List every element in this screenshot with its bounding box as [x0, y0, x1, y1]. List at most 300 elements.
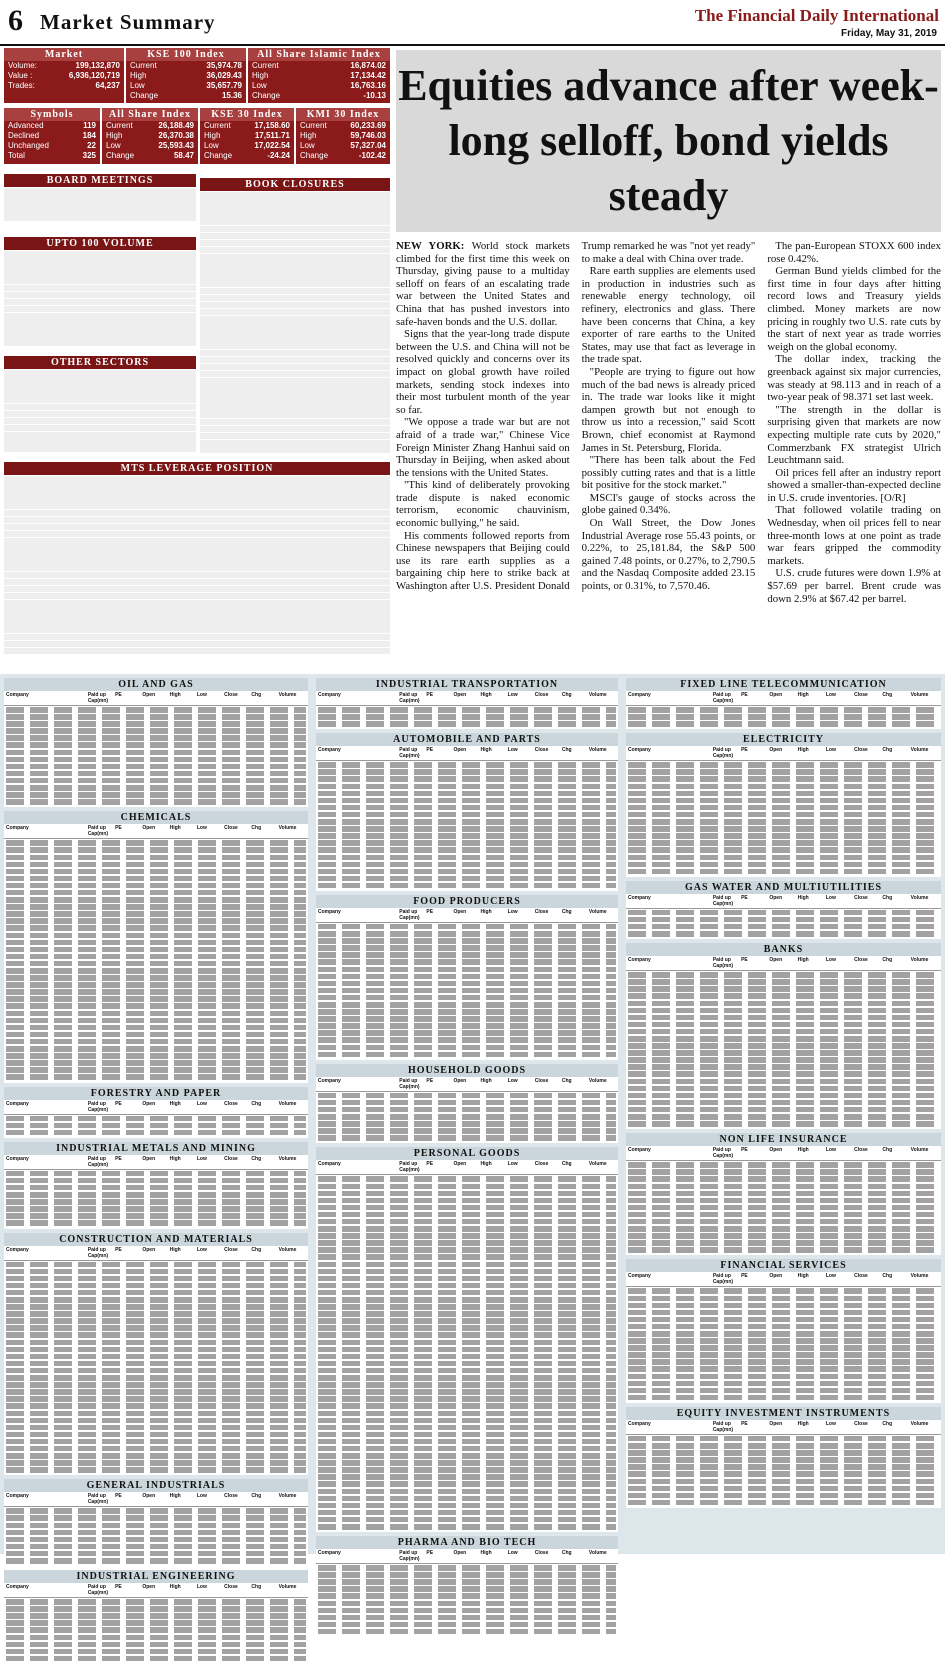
- market-stat-row: Low 57,327.04: [300, 141, 386, 150]
- table-row: [6, 1635, 306, 1641]
- table-row: [318, 1135, 616, 1141]
- table-row: [628, 1093, 939, 1099]
- table-row: [4, 551, 390, 557]
- table-row: [4, 579, 390, 585]
- article-paragraph: That followed volatile trading on Wednesday, when oil prices fell to near three-month lows at one point as trade war fears gripped the commodity markets.: [767, 504, 941, 567]
- table-row: [6, 1403, 306, 1409]
- table-row: [628, 1374, 939, 1380]
- book-closures-table: [200, 178, 390, 504]
- table-row: [200, 198, 390, 204]
- table-row: [4, 340, 196, 346]
- table-row: [628, 1022, 939, 1028]
- table-row: [200, 329, 390, 335]
- table-row: [200, 433, 390, 439]
- table-row: [4, 251, 196, 257]
- sector-table: [4, 1142, 308, 1229]
- column-header: Company Paid up Cap(mn) PE Open High Low Close Chg Volume: [626, 894, 941, 909]
- table-row: [6, 1074, 306, 1080]
- kmi30-box: [296, 108, 390, 164]
- table-row: [628, 1457, 939, 1463]
- table-row: [6, 742, 306, 748]
- table-row: [628, 931, 939, 937]
- book-closures-title: BOOK CLOSURES: [200, 178, 390, 191]
- table-row: [628, 993, 939, 999]
- table-row: [200, 384, 390, 390]
- table-row: [6, 940, 306, 946]
- table-row: [318, 791, 616, 797]
- table-row: [200, 240, 390, 246]
- table-row: [628, 917, 939, 923]
- table-row: [6, 1425, 306, 1431]
- table-row: [628, 812, 939, 818]
- table-row: [4, 404, 196, 410]
- table-row: [628, 1471, 939, 1477]
- table-row: [4, 425, 196, 431]
- table-row: [200, 295, 390, 301]
- table-row: [628, 847, 939, 853]
- table-row: [6, 1269, 306, 1275]
- table-row: [318, 707, 616, 713]
- table-row: [6, 1446, 306, 1452]
- table-row: [318, 1023, 616, 1029]
- table-row: [318, 1368, 616, 1374]
- table-row: [318, 1304, 616, 1310]
- table-row: [6, 1460, 306, 1466]
- table-row: [6, 1544, 306, 1550]
- headline: Equities advance after week-long selloff, bond yields steady: [398, 61, 939, 220]
- table-row: [318, 833, 616, 839]
- sector-table: [4, 1479, 308, 1566]
- table-row: [628, 1226, 939, 1232]
- table-row: [6, 1537, 306, 1543]
- sector-table: [626, 733, 941, 877]
- table-row: [4, 544, 390, 550]
- table-row: [318, 1269, 616, 1275]
- table-row: [318, 869, 616, 875]
- table-row: [6, 721, 306, 727]
- symbols-title: Symbols: [4, 108, 100, 121]
- table-row: [628, 1443, 939, 1449]
- table-row: [6, 862, 306, 868]
- table-row: [6, 1508, 306, 1514]
- table-row: [318, 1262, 616, 1268]
- sector-title: FIXED LINE TELECOMMUNICATION: [626, 678, 941, 691]
- table-row: [318, 805, 616, 811]
- page-header: [0, 0, 945, 46]
- column-header: Company Paid up Cap(mn) PE Open High Low Close Chg Volume: [4, 1492, 308, 1507]
- table-row: [6, 1130, 306, 1136]
- page-number: 6: [8, 4, 23, 37]
- table-row: [6, 918, 306, 924]
- table-row: [318, 1240, 616, 1246]
- table-row: [6, 757, 306, 763]
- table-row: [6, 1003, 306, 1009]
- table-row: [318, 840, 616, 846]
- table-row: [628, 1436, 939, 1442]
- table-row: [200, 316, 390, 322]
- table-row: [318, 1579, 616, 1585]
- market-stat-row: Change -10.13: [252, 91, 386, 100]
- table-row: [628, 1121, 939, 1127]
- table-row: [628, 791, 939, 797]
- table-row: [628, 1240, 939, 1246]
- table-row: [6, 982, 306, 988]
- table-row: [200, 205, 390, 211]
- table-row: [318, 1184, 616, 1190]
- table-row: [628, 826, 939, 832]
- table-row: [6, 1025, 306, 1031]
- article-paragraph: "This kind of deliberately provoking trade dispute is naked economic terrorism, economic chauvinism, economic bullying," he said.: [396, 479, 570, 530]
- table-row: [6, 1123, 306, 1129]
- allshareislamic-title: All Share Islamic Index: [248, 48, 390, 61]
- table-row: [318, 1489, 616, 1495]
- table-row: [628, 1184, 939, 1190]
- table-row: [628, 1107, 939, 1113]
- table-row: [318, 876, 616, 882]
- table-row: [628, 1050, 939, 1056]
- table-row: [628, 924, 939, 930]
- table-row: [318, 1226, 616, 1232]
- table-row: [318, 855, 616, 861]
- table-row: [6, 1467, 306, 1473]
- table-row: [6, 1599, 306, 1605]
- table-row: [4, 397, 196, 403]
- table-row: [4, 524, 390, 530]
- table-row: [628, 1352, 939, 1358]
- sector-table: [316, 678, 618, 729]
- article-paragraph: German Bund yields climbed for the first time in four days after hitting record lows and Treasury yields climbed. Money markets are now pricing in roughly two U.S. rate cuts by the start of next year as trade worries weigh on the global economy.: [767, 265, 941, 353]
- table-row: [200, 398, 390, 404]
- table-row: [6, 750, 306, 756]
- table-row: [318, 762, 616, 768]
- table-row: [628, 1381, 939, 1387]
- table-row: [628, 1043, 939, 1049]
- market-stat-row: Current 35,974.78: [130, 61, 242, 70]
- left-tables-panel: [4, 48, 390, 666]
- sector-title: INDUSTRIAL METALS AND MINING: [4, 1142, 308, 1155]
- table-row: [4, 538, 390, 544]
- table-row: [318, 1254, 616, 1260]
- table-row: [6, 961, 306, 967]
- table-row: [318, 1114, 616, 1120]
- table-row: [6, 1178, 306, 1184]
- table-row: [318, 1276, 616, 1282]
- table-row: [628, 721, 939, 727]
- kse30-title: KSE 30 Index: [200, 108, 294, 121]
- column-header: Company Paid up Cap(mn) PE Open High Low Close Chg Volume: [316, 746, 618, 761]
- table-row: [318, 988, 616, 994]
- table-row: [318, 862, 616, 868]
- table-row: [318, 1354, 616, 1360]
- table-row: [6, 954, 306, 960]
- table-row: [200, 357, 390, 363]
- table-row: [318, 714, 616, 720]
- table-row: [318, 1198, 616, 1204]
- table-row: [6, 1368, 306, 1374]
- sector-table: [626, 678, 941, 729]
- table-row: [318, 1361, 616, 1367]
- table-row: [4, 271, 196, 277]
- table-row: [318, 1283, 616, 1289]
- market-stat-row: High 17,511.71: [204, 131, 290, 140]
- table-row: [6, 911, 306, 917]
- table-row: [628, 979, 939, 985]
- table-row: [6, 1297, 306, 1303]
- table-row: [6, 1432, 306, 1438]
- table-row: [318, 1016, 616, 1022]
- table-row: [318, 1503, 616, 1509]
- table-row: [628, 1001, 939, 1007]
- market-stat-row: Volume: 199,132,870: [8, 61, 120, 70]
- table-row: [200, 350, 390, 356]
- table-row: [6, 778, 306, 784]
- table-row: [6, 1620, 306, 1626]
- table-row: [200, 247, 390, 253]
- table-row: [318, 1593, 616, 1599]
- sector-table: [316, 733, 618, 891]
- sector-title: INDUSTRIAL ENGINEERING: [4, 1570, 308, 1583]
- table-row: [200, 412, 390, 418]
- table-row: [6, 785, 306, 791]
- table-row: [4, 600, 390, 606]
- table-row: [318, 1411, 616, 1417]
- table-row: [628, 1296, 939, 1302]
- allshare-box: [102, 108, 198, 164]
- table-row: [4, 432, 196, 438]
- article-paragraph: U.S. crude futures were down 1.9% at $57.69 per barrel. Brent crude was down 2.9% at $67.42 per barrel.: [767, 567, 941, 605]
- table-row: [6, 1276, 306, 1282]
- table-row: [628, 1198, 939, 1204]
- market-stat-row: Unchanged 22: [8, 141, 96, 150]
- table-row: [6, 1340, 306, 1346]
- table-row: [628, 1219, 939, 1225]
- sector-title: GAS WATER AND MULTIUTILITIES: [626, 881, 941, 894]
- table-row: [4, 648, 390, 654]
- table-row: [4, 376, 196, 382]
- table-row: [628, 1079, 939, 1085]
- table-row: [628, 1176, 939, 1182]
- column-header: Company Paid up Cap(mn) PE Open High Low Close Chg Volume: [626, 1146, 941, 1161]
- sector-title: HOUSEHOLD GOODS: [316, 1064, 618, 1077]
- table-row: [200, 364, 390, 370]
- table-row: [6, 1389, 306, 1395]
- table-row: [6, 1530, 306, 1536]
- table-row: [6, 1656, 306, 1662]
- table-row: [318, 1128, 616, 1134]
- table-row: [6, 1558, 306, 1564]
- table-row: [6, 1060, 306, 1066]
- table-row: [318, 1100, 616, 1106]
- headline-box: [396, 50, 941, 232]
- sector-column-3: [626, 678, 941, 1512]
- table-row: [6, 1262, 306, 1268]
- table-row: [6, 947, 306, 953]
- sector-table: [4, 1233, 308, 1476]
- table-row: [6, 792, 306, 798]
- table-row: [4, 418, 196, 424]
- table-row: [6, 1304, 306, 1310]
- sector-title: FOOD PRODUCERS: [316, 895, 618, 908]
- table-row: [628, 986, 939, 992]
- market-stat-row: Low 17,022.54: [204, 141, 290, 150]
- table-row: [6, 1311, 306, 1317]
- market-stat-row: Current 60,233.69: [300, 121, 386, 130]
- table-row: [6, 876, 306, 882]
- table-row: [6, 1439, 306, 1445]
- table-row: [318, 1093, 616, 1099]
- table-row: [200, 426, 390, 432]
- market-stat-row: Declined 184: [8, 131, 96, 140]
- table-row: [6, 1606, 306, 1612]
- table-row: [628, 819, 939, 825]
- table-row: [628, 840, 939, 846]
- table-row: [200, 281, 390, 287]
- table-row: [628, 1317, 939, 1323]
- table-row: [628, 1008, 939, 1014]
- table-row: [4, 285, 196, 291]
- table-row: [6, 1067, 306, 1073]
- table-row: [628, 833, 939, 839]
- table-row: [628, 869, 939, 875]
- table-row: [200, 274, 390, 280]
- table-row: [4, 627, 390, 633]
- table-row: [200, 446, 390, 452]
- table-row: [4, 531, 390, 537]
- column-header: Company Paid up Cap(mn) PE Open High Low Close Chg Volume: [4, 1100, 308, 1115]
- table-row: [628, 798, 939, 804]
- table-row: [628, 1191, 939, 1197]
- sector-title: AUTOMOBILE AND PARTS: [316, 733, 618, 746]
- table-row: [628, 1450, 939, 1456]
- table-row: [318, 1615, 616, 1621]
- table-row: [200, 309, 390, 315]
- table-row: [4, 517, 390, 523]
- table-row: [628, 1366, 939, 1372]
- table-row: [628, 1486, 939, 1492]
- sector-table: [626, 943, 941, 1129]
- table-row: [318, 883, 616, 889]
- table-row: [318, 1586, 616, 1592]
- table-row: [318, 1382, 616, 1388]
- article-paragraph: Rare earth supplies are elements used in production in industries such as renewable energy technology, oil refinery, electronics and glass. There have been concerns that China, a key exporter of rare earths to the United States, may use that fact as leverage in the trade spat.: [581, 265, 756, 366]
- table-row: [6, 1046, 306, 1052]
- table-row: [628, 784, 939, 790]
- market-box-title: Market: [4, 48, 124, 61]
- market-stat-row: Current 26,188.49: [106, 121, 194, 130]
- table-row: [318, 1389, 616, 1395]
- table-row: [4, 370, 196, 376]
- table-row: [318, 1467, 616, 1473]
- table-row: [318, 931, 616, 937]
- table-row: [6, 1382, 306, 1388]
- table-row: [318, 847, 616, 853]
- table-row: [6, 1325, 306, 1331]
- table-row: [628, 1162, 939, 1168]
- table-row: [4, 503, 390, 509]
- kse100-box: [126, 48, 246, 103]
- market-stat-row: Current 17,158.60: [204, 121, 290, 130]
- table-row: [318, 974, 616, 980]
- sector-title: PHARMA AND BIO TECH: [316, 1536, 618, 1549]
- table-row: [628, 1169, 939, 1175]
- table-row: [200, 302, 390, 308]
- table-row: [628, 1310, 939, 1316]
- table-row: [6, 1627, 306, 1633]
- table-row: [628, 1493, 939, 1499]
- table-row: [4, 593, 390, 599]
- table-row: [628, 1388, 939, 1394]
- sector-title: OIL AND GAS: [4, 678, 308, 691]
- table-row: [6, 1515, 306, 1521]
- table-row: [318, 776, 616, 782]
- table-row: [6, 890, 306, 896]
- table-row: [200, 219, 390, 225]
- table-row: [200, 254, 390, 260]
- table-row: [628, 1247, 939, 1253]
- market-stat-row: High 36,029.43: [130, 71, 242, 80]
- table-row: [4, 565, 390, 571]
- table-row: [6, 847, 306, 853]
- table-row: [628, 1114, 939, 1120]
- table-row: [6, 1332, 306, 1338]
- table-row: [318, 1425, 616, 1431]
- table-row: [6, 1283, 306, 1289]
- table-row: [6, 1192, 306, 1198]
- market-stat-row: Trades: 64,237: [8, 81, 120, 90]
- table-row: [318, 798, 616, 804]
- table-row: [6, 840, 306, 846]
- table-row: [318, 1524, 616, 1530]
- table-row: [318, 1002, 616, 1008]
- column-header: Company Paid up Cap(mn) PE Open High Low Close Chg Volume: [4, 1583, 308, 1598]
- other-sectors-table: [4, 356, 196, 462]
- article-paragraph: MSCI's gauge of stocks across the globe gained 0.34%.: [581, 491, 756, 517]
- table-row: [628, 1015, 939, 1021]
- table-row: [4, 489, 390, 495]
- table-row: [4, 641, 390, 647]
- table-row: [628, 1464, 939, 1470]
- table-row: [318, 1396, 616, 1402]
- table-row: [628, 862, 939, 868]
- sector-title: BANKS: [626, 943, 941, 956]
- sector-table: [626, 881, 941, 939]
- table-row: [6, 1418, 306, 1424]
- allshare-title: All Share Index: [102, 108, 198, 121]
- table-row: [4, 558, 390, 564]
- table-row: [318, 1045, 616, 1051]
- table-row: [318, 784, 616, 790]
- market-stat-row: High 17,134.42: [252, 71, 386, 80]
- table-row: [318, 1191, 616, 1197]
- table-row: [318, 981, 616, 987]
- table-row: [4, 390, 196, 396]
- article-body: [396, 240, 941, 664]
- upto-100-volume-title: UPTO 100 VOLUME: [4, 237, 196, 250]
- sector-tables: [0, 674, 945, 1597]
- table-row: [318, 1332, 616, 1338]
- sector-title: CONSTRUCTION AND MATERIALS: [4, 1233, 308, 1246]
- table-row: [318, 945, 616, 951]
- column-header: Company Paid up Cap(mn) PE Open High Low Close Chg Volume: [626, 1420, 941, 1435]
- table-row: [200, 233, 390, 239]
- table-row: [628, 1233, 939, 1239]
- column-header: Company Paid up Cap(mn) PE Open High Low Close Chg Volume: [626, 691, 941, 706]
- table-row: [628, 1057, 939, 1063]
- column-header: Company Paid up Cap(mn) PE Open High Low Close Chg Volume: [626, 746, 941, 761]
- table-row: [318, 812, 616, 818]
- sector-table: [626, 1133, 941, 1255]
- upto-100-volume-table: [4, 237, 196, 355]
